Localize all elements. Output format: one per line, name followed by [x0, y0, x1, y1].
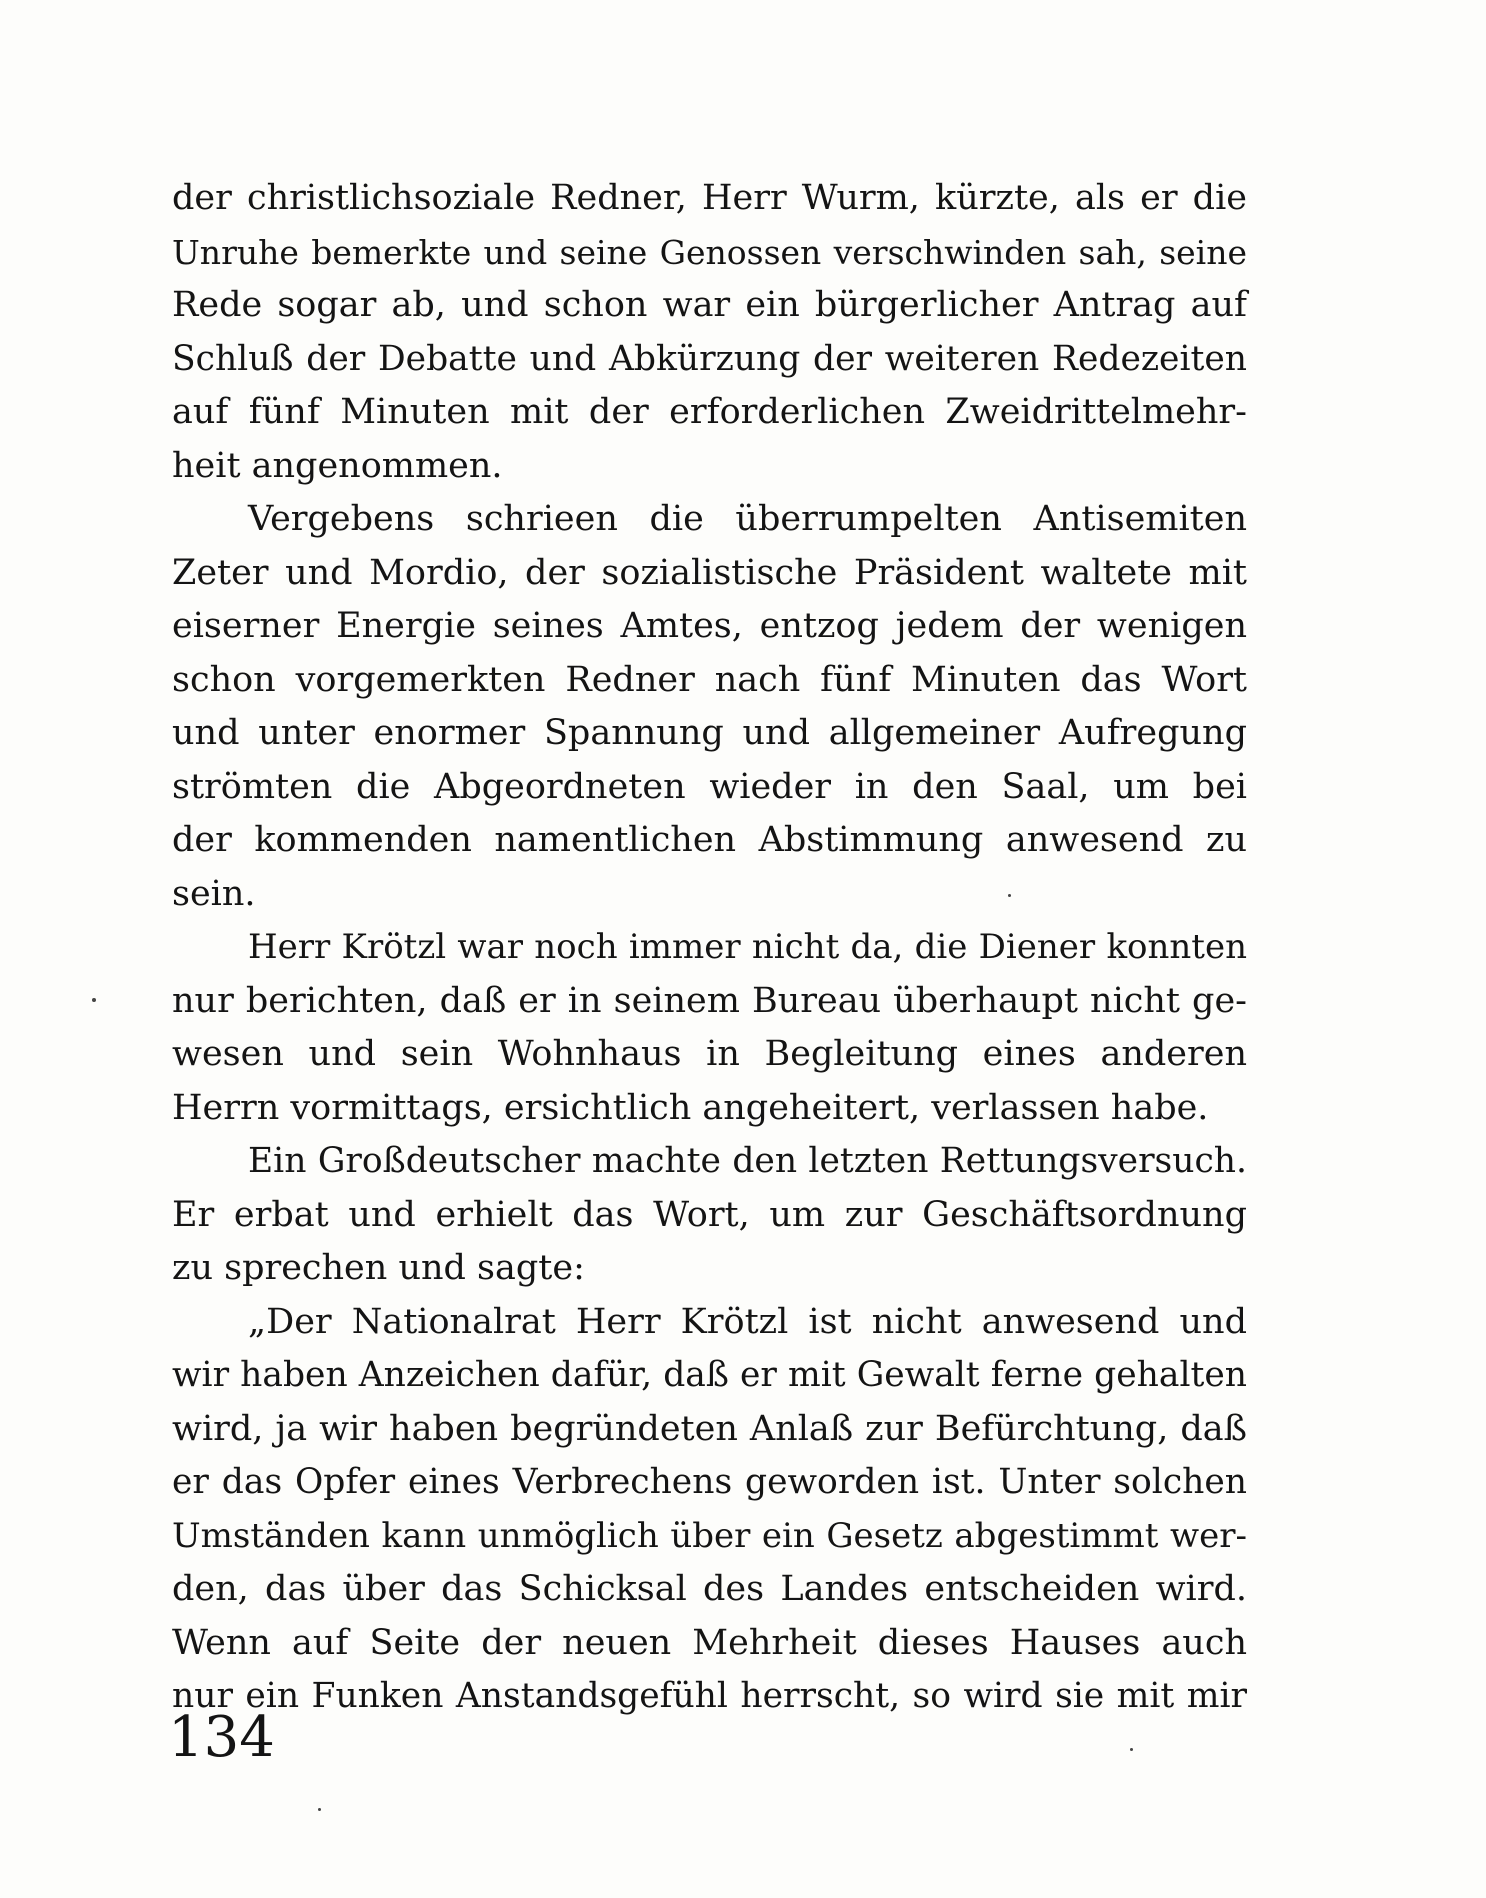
text-line: Umständen kann unmöglich über ein Gesetz abgestimmt wer- [172, 1515, 1247, 1556]
text-line: heit angenommen. [172, 445, 503, 486]
text-line: und unter enormer Spannung und allgemeiner Aufregung [172, 713, 1247, 753]
text-line: nur ein Funken Anstandsgefühl herrscht, so wird sie mit mir [172, 1676, 1247, 1716]
text-line: auf fünf Minuten mit der erforderlichen Zweidrittelmehr- [172, 392, 1247, 432]
text-line: Wenn auf Seite der neuen Mehrheit dieses Hauses auch [172, 1622, 1247, 1663]
text-line: Schluß der Debatte und Abkürzung der weiteren Redezeiten [172, 338, 1247, 379]
text-line: nur berichten, daß er in seinem Bureau überhaupt nicht ge- [172, 980, 1247, 1021]
text-line: er das Opfer eines Verbrechens geworden ist. Unter solchen [172, 1462, 1247, 1502]
text-line: schon vorgemerkten Redner nach fünf Minuten das Wort [172, 659, 1247, 700]
text-line: Herrn vormittags, ersichtlich angeheitert, verlassen habe. [172, 1087, 1209, 1128]
scan-speck [318, 1808, 321, 1811]
text-line: Vergebens schrieen die überrumpelten Antisemiten [248, 499, 1247, 539]
text-line: zu sprechen und sagte: [172, 1248, 585, 1288]
text-line: Ein Großdeutscher machte den letzten Rettungsversuch. [248, 1141, 1247, 1181]
text-line: Zeter und Mordio, der sozialistische Präsident waltete mit [172, 552, 1247, 593]
page-number: 134 [168, 1705, 275, 1770]
text-line: Er erbat und erhielt das Wort, um zur Geschäftsordnung [172, 1194, 1247, 1235]
text-line: Unruhe bemerkte und seine Genossen verschwinden sah, seine [172, 232, 1247, 272]
text-line: wird, ja wir haben begründeten Anlaß zur Befürchtung, daß [172, 1408, 1247, 1449]
body-text [172, 172, 1247, 1724]
text-line: Herr Krötzl war noch immer nicht da, die Diener konnten [248, 927, 1247, 967]
text-line: der kommenden namentlichen Abstimmung anwesend zu [172, 820, 1247, 860]
scan-speck [92, 998, 96, 1002]
text-line: wesen und sein Wohnhaus in Begleitung eines anderen [172, 1034, 1247, 1074]
text-line: Rede sogar ab, und schon war ein bürgerlicher Antrag auf [172, 285, 1247, 325]
text-line: eiserner Energie seines Amtes, entzog jedem der wenigen [172, 606, 1247, 646]
text-line: wir haben Anzeichen dafür, daß er mit Gewalt ferne gehalten [172, 1355, 1247, 1395]
text-line: sein. [172, 873, 256, 914]
text-line: der christlichsoziale Redner, Herr Wurm, kürzte, als er die [172, 178, 1247, 218]
scan-speck [1008, 894, 1011, 897]
text-line: den, das über das Schicksal des Landes entscheiden wird. [172, 1569, 1247, 1609]
scan-speck [1130, 1748, 1133, 1751]
text-line: strömten die Abgeordneten wieder in den Saal, um bei [172, 766, 1247, 807]
text-line: „Der Nationalrat Herr Krötzl ist nicht anwesend und [248, 1301, 1247, 1342]
